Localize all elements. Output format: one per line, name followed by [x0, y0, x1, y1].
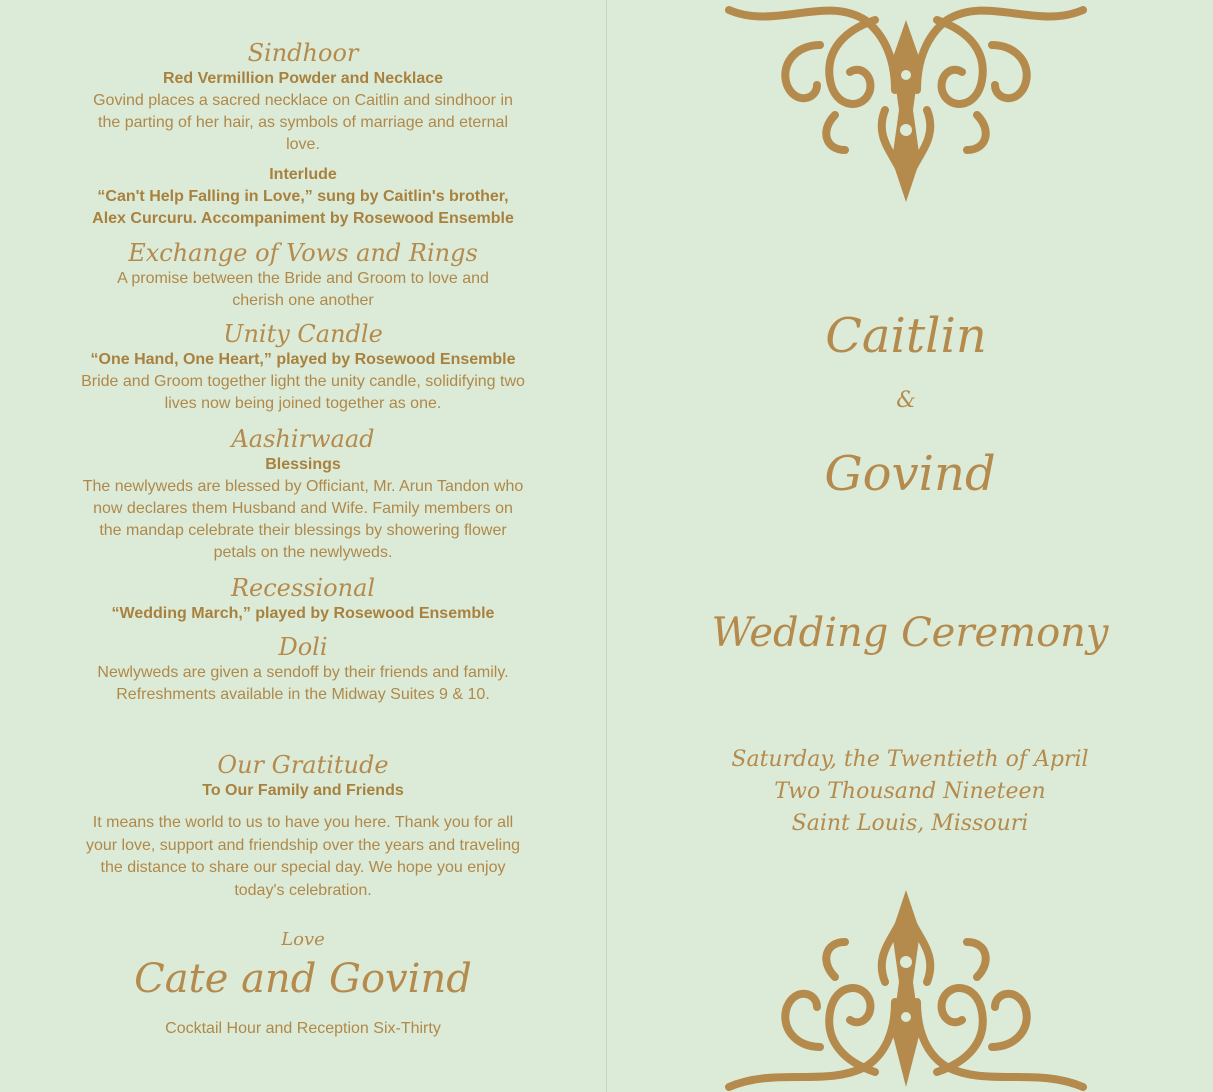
section-title: Exchange of Vows and Rings [128, 239, 478, 267]
section-text: Govind places a sacred necklace on Caitlin and sindhoor in the parting of her hair, as symbols of marriage and eternal love. [93, 92, 513, 153]
section-title: Recessional [230, 574, 376, 602]
section-aashirwaad [80, 424, 526, 564]
ampersand: & [896, 388, 916, 413]
section-subtitle: Blessings [265, 456, 341, 473]
section-title: Doli [278, 633, 328, 661]
section-unity-candle [80, 319, 526, 415]
date-line: Saturday, the Twentieth of April [731, 747, 1089, 772]
section-text: A promise between the Bride and Groom to love and cherish one another [117, 270, 489, 309]
closing [80, 928, 526, 1040]
filigree-ornament-icon [725, 0, 1087, 205]
location-line: Saint Louis, Missouri [791, 811, 1029, 836]
section-subtitle: Red Vermillion Powder and Necklace [162, 70, 444, 87]
section-title: Our Gratitude [217, 751, 389, 779]
signature: Cate and Govind [134, 956, 472, 1002]
section-title: Sindhoor [247, 39, 359, 67]
year-line: Two Thousand Nineteen [774, 779, 1046, 804]
section-text: It means the world to us to have you here. Thank you for all your love, support and friendship over the years and traveling the distance to share our special day. We hope you enjoy today's celebration. [85, 814, 521, 899]
section-title: Interlude [269, 166, 337, 183]
section-doli [80, 632, 526, 706]
bride-name: Caitlin [825, 308, 987, 364]
section-text: “Can't Help Falling in Love,” sung by Caitlin's brother, Alex Curcuru. Accompaniment by Rosewood Ensemble [92, 188, 514, 227]
reception-note: Cocktail Hour and Reception Six-Thirty [165, 1020, 441, 1037]
love-line: Love [281, 929, 325, 950]
section-interlude [80, 164, 526, 230]
event-title: Wedding Ceremony [711, 610, 1109, 656]
section-subtitle: “One Hand, One Heart,” played by Rosewood Ensemble [90, 351, 516, 368]
program-panel [0, 0, 606, 1092]
cover-panel [607, 0, 1213, 1092]
section-recessional [80, 573, 526, 625]
section-gratitude [80, 750, 526, 902]
section-title: Unity Candle [223, 320, 383, 348]
section-vows [80, 238, 526, 312]
section-subtitle: To Our Family and Friends [202, 782, 404, 799]
section-subtitle: “Wedding March,” played by Rosewood Ensemble [111, 605, 495, 622]
section-title: Aashirwaad [231, 425, 375, 453]
filigree-ornament-icon [725, 887, 1087, 1092]
section-text: Bride and Groom together light the unity candle, solidifying two lives now being joined together as one. [81, 373, 525, 412]
section-text: Newlyweds are given a sendoff by their friends and family. Refreshments available in the Midway Suites 9 & 10. [97, 664, 509, 703]
event-details [607, 744, 1213, 840]
section-sindhoor [80, 38, 526, 156]
section-text: The newlyweds are blessed by Officiant, Mr. Arun Tandon who now declares them Husband and Wife. Family members on the mandap celebrate their blessings by showering flower petals on the newlyweds. [82, 478, 524, 561]
groom-name: Govind [824, 446, 996, 502]
